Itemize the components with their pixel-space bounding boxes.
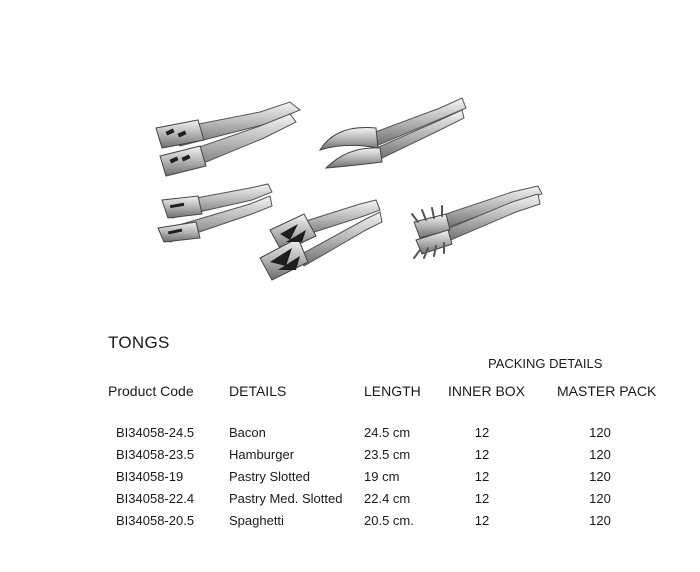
length-cell: 24.5 cm [364, 425, 411, 440]
master-pack-cell: 120 [589, 491, 611, 506]
spaghetti-tong-illustration [412, 186, 542, 258]
inner-box-cell: 12 [474, 469, 490, 484]
master-pack-cell: 120 [589, 469, 611, 484]
details-cell: Pastry Med. Slotted [229, 491, 343, 506]
inner-box-cell: 12 [474, 491, 490, 506]
packing-details-header: PACKING DETAILS [488, 356, 603, 371]
length-cell: 20.5 cm. [364, 513, 414, 528]
details-cell: Bacon [229, 425, 266, 440]
inner-box-cell: 12 [474, 447, 490, 462]
product-code-cell: BI34058-20.5 [116, 513, 195, 528]
hamburger-tong-illustration [320, 98, 466, 168]
inner-box-cell: 12 [474, 513, 490, 528]
product-code-cell: BI34058-19 [116, 469, 184, 484]
table-row [0, 491, 700, 511]
column-header-product-code: Product Code [108, 383, 194, 399]
bacon-tong-illustration [156, 102, 300, 176]
product-code-cell: BI34058-22.4 [116, 491, 195, 506]
length-cell: 22.4 cm [364, 491, 411, 506]
tongs-product-image [140, 80, 560, 290]
table-row [0, 513, 700, 533]
details-cell: Spaghetti [229, 513, 284, 528]
table-row [0, 447, 700, 467]
master-pack-cell: 120 [589, 513, 611, 528]
length-cell: 19 cm [364, 469, 400, 484]
pastry-slotted-tong-illustration [158, 184, 272, 242]
length-cell: 23.5 cm [364, 447, 411, 462]
column-header-master-pack: MASTER PACK [557, 383, 657, 399]
column-header-inner-box: INNER BOX [448, 383, 526, 399]
pastry-med-slotted-tong-illustration [260, 200, 382, 280]
product-code-cell: BI34058-24.5 [116, 425, 195, 440]
master-pack-cell: 120 [589, 447, 611, 462]
section-title: TONGS [108, 333, 170, 352]
table-row [0, 425, 700, 445]
details-cell: Hamburger [229, 447, 295, 462]
inner-box-cell: 12 [474, 425, 490, 440]
details-cell: Pastry Slotted [229, 469, 310, 484]
column-header-details: DETAILS [229, 383, 287, 399]
column-header-length: LENGTH [364, 383, 421, 399]
product-code-cell: BI34058-23.5 [116, 447, 195, 462]
table-row [0, 469, 700, 489]
master-pack-cell: 120 [589, 425, 611, 440]
